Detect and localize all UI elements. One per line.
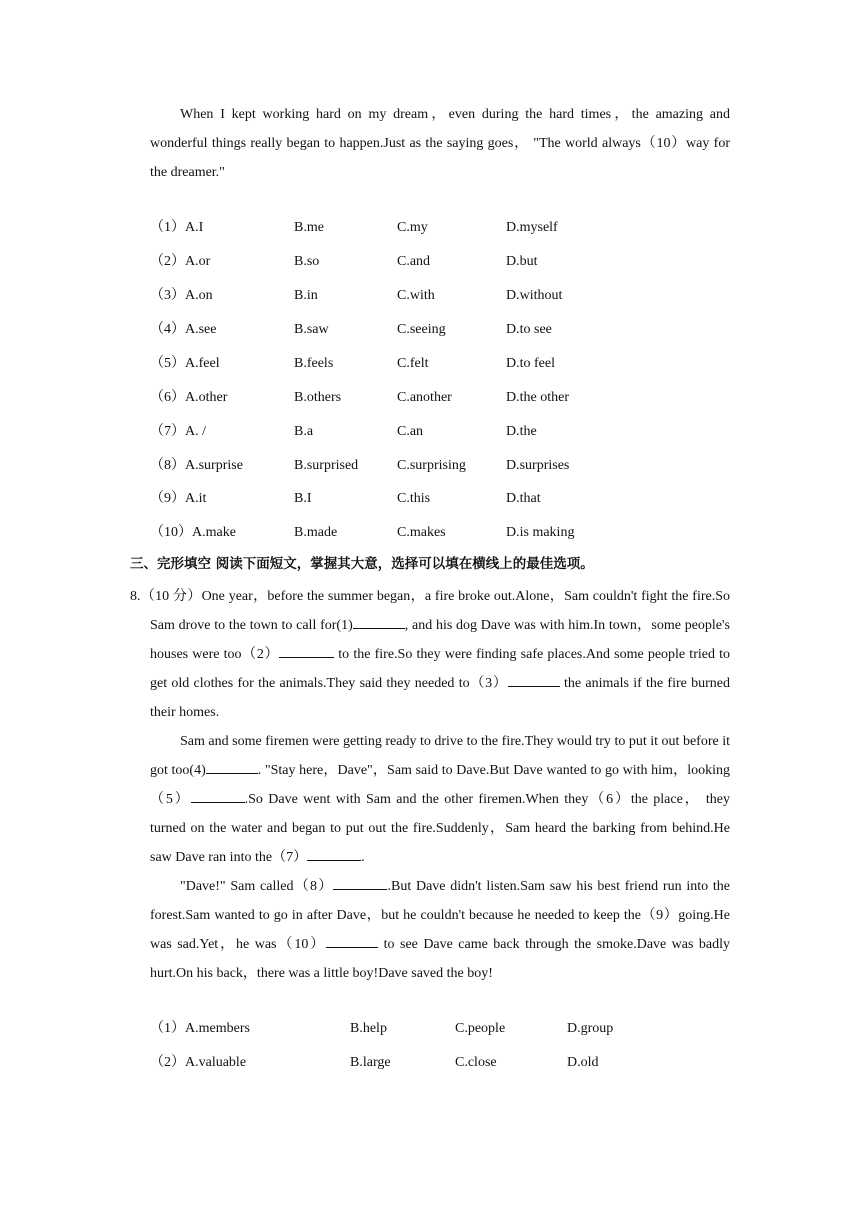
option-c: C.close xyxy=(455,1055,497,1070)
passage-top-text: When I kept working hard on my dream，even during the hard times，the amazing and wonderful things really began to happen.Just as the saying goes， "The world always（10）way for the dreamer." xyxy=(150,107,730,180)
option-b: B.others xyxy=(294,390,342,405)
option-b: B.help xyxy=(350,1021,387,1036)
option-a: （6）A.other xyxy=(150,390,228,405)
option-c: C.this xyxy=(397,491,431,506)
option-d: D.that xyxy=(506,491,541,506)
option-a: （8）A.surprise xyxy=(150,458,243,473)
option-b: B.me xyxy=(294,220,324,235)
option-d: D.without xyxy=(506,288,563,303)
option-c: C.an xyxy=(397,424,424,439)
option-d: D.group xyxy=(567,1021,614,1036)
section-heading: 三、完形填空 阅读下面短文，掌握其大意，选择可以填在横线上的最佳选项。 xyxy=(130,556,594,572)
option-d: D.is making xyxy=(506,525,575,540)
option-b: B.a xyxy=(294,424,314,439)
option-a: （2）A.valuable xyxy=(150,1055,247,1070)
option-d: D.to feel xyxy=(506,356,555,371)
answer-blank[interactable] xyxy=(326,933,378,948)
option-d: D.myself xyxy=(506,220,558,235)
option-a: （9）A.it xyxy=(150,491,207,506)
option-c: C.felt xyxy=(397,356,429,371)
answer-blank[interactable] xyxy=(206,759,258,774)
answer-blank[interactable] xyxy=(307,846,361,861)
question-8-paragraph-3: "Dave!" Sam called（8） .But Dave didn't listen.Sam saw his best friend run into the forest.Sam wanted to go in after Dave，but he couldn't because he needed to keep the（9）going.He was sad.Yet，he was（10） to see Dave came back through the smoke.Dave was badly hurt.On his back，there was a little boy!Dave saved the boy! xyxy=(130,872,730,988)
option-b: B.large xyxy=(350,1055,391,1070)
option-a: （7）A. / xyxy=(150,424,206,439)
question-8 xyxy=(130,582,730,988)
option-d: D.the xyxy=(506,424,537,439)
option-a: （5）A.feel xyxy=(150,356,220,371)
option-d: D.old xyxy=(567,1055,599,1070)
option-a: （3）A.on xyxy=(150,288,213,303)
option-b: B.so xyxy=(294,254,320,269)
option-b: B.feels xyxy=(294,356,334,371)
option-d: D.to see xyxy=(506,322,552,337)
option-a: （10）A.make xyxy=(150,525,236,540)
option-c: C.people xyxy=(455,1021,506,1036)
option-c: C.seeing xyxy=(397,322,446,337)
option-c: C.with xyxy=(397,288,435,303)
option-c: C.and xyxy=(397,254,431,269)
option-c: C.surprising xyxy=(397,458,466,473)
question-8-paragraph-2: Sam and some firemen were getting ready to drive to the fire.They would try to put it out before it got too(4) . "Stay here，Dave"，Sam said to Dave.But Dave wanted to go with him，looking（5） .So Dave went with Sam and the other firemen.When they（6）the place， they turned on the water and began to put out the fire.Suddenly，Sam heard the barking from behind.He saw Dave ran into the（7） . xyxy=(150,734,731,865)
option-b: B.I xyxy=(294,491,312,506)
passage-top xyxy=(150,100,730,187)
answer-blank[interactable] xyxy=(279,643,334,658)
option-b: B.surprised xyxy=(294,458,359,473)
option-b: B.in xyxy=(294,288,318,303)
option-b: B.made xyxy=(294,525,338,540)
question-8-paragraph-1: 8.（10 分）One year，before the summer began，a fire broke out.Alone，Sam couldn't fight the fire.So Sam drove to the town to call for(1) , and his dog Dave was with him.In town，some people's houses were too（2） to the fire.So they were finding safe places.And some people tried to get old clothes for the animals.They said they needed to（3） the animals if the fire burned their homes. xyxy=(130,589,731,720)
option-c: C.another xyxy=(397,390,452,405)
option-a: （2）A.or xyxy=(150,254,211,269)
answer-blank[interactable] xyxy=(333,875,387,890)
answer-blank[interactable] xyxy=(353,614,405,629)
option-a: （1）A.members xyxy=(150,1021,250,1036)
option-c: C.my xyxy=(397,220,428,235)
option-d: D.surprises xyxy=(506,458,570,473)
option-b: B.saw xyxy=(294,322,329,337)
answer-blank[interactable] xyxy=(191,788,245,803)
answer-blank[interactable] xyxy=(508,672,560,687)
option-d: D.the other xyxy=(506,390,569,405)
option-d: D.but xyxy=(506,254,538,269)
option-a: （4）A.see xyxy=(150,322,217,337)
option-a: （1）A.I xyxy=(150,220,204,235)
option-c: C.makes xyxy=(397,525,446,540)
